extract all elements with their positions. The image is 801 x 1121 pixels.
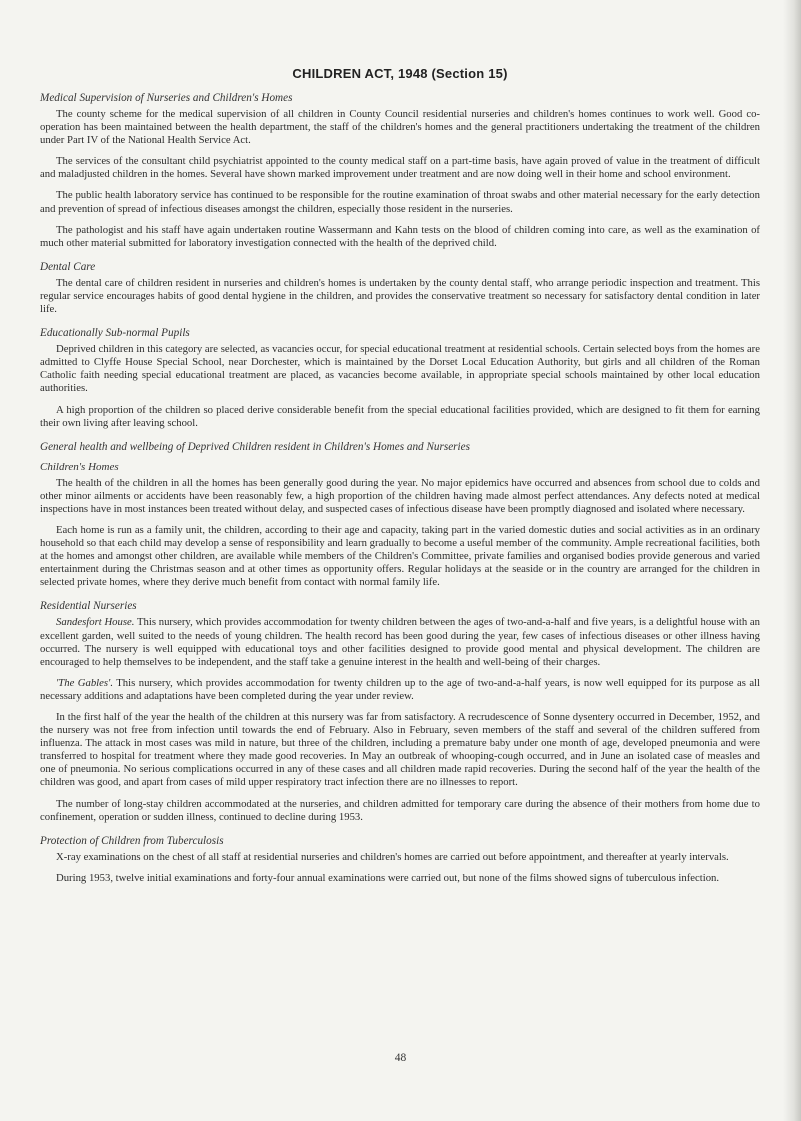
paragraph: The services of the consultant child psychiatrist appointed to the county medical staff on a part-time basis, have again proved of value in the treatment of difficult and maladjusted children in the homes. Several have shown marked improvement under treatment and are now doing well in their home and school environment. [40, 155, 760, 181]
paragraph-sandesfort-house [40, 616, 760, 668]
section-heading-residential-nurseries: Residential Nurseries [40, 600, 137, 613]
paragraph: A high proportion of the children so placed derive considerable benefit from the special educational facilities provided, which are designed to fit them for earning their own living after leaving school. [40, 403, 760, 429]
section-heading-general-health: General health and wellbeing of Deprived Children resident in Children's Homes and Nurseries [40, 440, 470, 453]
subheading-childrens-homes: Children's Homes [40, 460, 119, 473]
section-heading-dental-care: Dental Care [40, 260, 96, 273]
paragraph: The number of long-stay children accommodated at the nurseries, and children admitted for temporary care during the absence of their mothers from home due to confinement, operation or sudden illness, continued to decline during 1953. [40, 797, 760, 823]
section-heading-tuberculosis: Protection of Children from Tuberculosis [40, 834, 224, 847]
page-title: CHILDREN ACT, 1948 (Section 15) [292, 66, 508, 81]
nursery-text: This nursery, which provides accommodation for twenty children between the ages of two-and-a-half and five years, is a delightful house with an excellent garden, well suited to the needs of young children. The health record has been good during the year, few cases of infectious diseases or other illness having occurred. The nursery is well equipped with educational toys and other facilities designed to provide good mental and physical development. The children are encouraged to help themselves to be independent, and the staff take a genuine interest in the health and well-being of their charges. [40, 616, 760, 668]
page-content [40, 66, 760, 893]
paragraph: The dental care of children resident in nurseries and children's homes is undertaken by the county dental staff, who arrange periodic inspection and treatment. This regular service encourages habits of good dental hygiene in the children, and provides the conservative treatment so necessary for satisfactory dental condition in later life. [40, 276, 760, 316]
nursery-text: This nursery, which provides accommodation for twenty children up to the age of two-and-a-half years, is now well equipped for its purpose as all necessary additions and adaptations have been completed during the year under review. [40, 676, 760, 702]
nursery-name: Sandesfort House. [56, 616, 135, 629]
page-number: 48 [394, 1052, 407, 1064]
paragraph: The pathologist and his staff have again undertaken routine Wassermann and Kahn tests on the blood of children coming into care, as well as the examination of much other material submitted for laboratory investigation connected with the health of the deprived child. [40, 223, 760, 249]
paragraph: The health of the children in all the homes has been generally good during the year. No major epidemics have occurred and absences from school due to colds and other minor ailments or accidents have been reasonably few, a high proportion of the children having made almost perfect attendances. Any defects noted at medical inspections have in most instances been treated without delay, and suspected cases of infectious disease have been promptly diagnosed and isolated where necessary. [40, 476, 760, 515]
paragraph: The county scheme for the medical supervision of all children in County Council residential nurseries and children's homes continues to work well. Good co-operation has been maintained between the health department, the staff of the children's homes and the general practitioners undertaking the treatment of the children under Part IV of the National Health Service Act. [40, 108, 760, 147]
nursery-name: 'The Gables'. [56, 676, 114, 689]
paragraph: During 1953, twelve initial examinations and forty-four annual examinations were carried out, but none of the films showed signs of tuberculous infection. [56, 871, 720, 884]
paragraph: Deprived children in this category are selected, as vacancies occur, for special educational treatment at residential schools. Certain selected boys from the homes are admitted to Clyffe House Special School, near Dorchester, which is maintained by the Dorset Local Education Authority, but girls and all children of the Roman Catholic faith needing special educational treatment are placed, as vacancies become available, in appropriate special schools maintained by other local education authorities. [40, 343, 760, 395]
paragraph: X-ray examinations on the chest of all staff at residential nurseries and children's homes are carried out before appointment, and thereafter at yearly intervals. [56, 850, 729, 863]
paragraph: The public health laboratory service has continued to be responsible for the routine examination of throat swabs and other material necessary for the early detection and prevention of spread of infectious diseases amongst the children, especially those resident in the nurseries. [40, 189, 760, 215]
paragraph: Each home is run as a family unit, the children, according to their age and capacity, taking part in the varied domestic duties and social activities as in an ordinary household so that each child may develop a sense of responsibility and learn gradually to become a useful member of the community. Ample recreational facilities, both at the homes and amongst other children, are available while members of the Children's Committee, private families and organised bodies provide generous and varied entertainment during the Christmas season and at other times as opportunity offers. Regular holidays at the seaside or in the country are arranged for the children in selected private homes, where they derive much benefit from contact with normal family life. [40, 523, 760, 589]
section-heading-educationally-subnormal: Educationally Sub-normal Pupils [40, 327, 190, 340]
section-heading-medical-supervision: Medical Supervision of Nurseries and Children's Homes [40, 92, 293, 104]
page-edge-shadow [783, 0, 801, 1121]
paragraph-the-gables [40, 677, 760, 703]
paragraph: In the first half of the year the health of the children at this nursery was far from satisfactory. A recrudescence of Sonne dysentery occurred in December, 1952, and the nursery was not free from infection until towards the end of February. Also in February, seven members of the staff and several of the children suffered from influenza. The attack in most cases was mild in nature, but three of the children, including a premature baby under one month of age, developed pneumonia and were transferred to hospital for treatment where they made good recoveries. In May an outbreak of whooping-cough occurred, and in June an isolated case of measles and one of pneumonia. No serious complications occurred in any of these cases and all children made rapid recoveries. During the second half of the year the health of the children was good, and apart from cases of mild upper respiratory tract infection there are no illnesses to report. [40, 711, 760, 789]
